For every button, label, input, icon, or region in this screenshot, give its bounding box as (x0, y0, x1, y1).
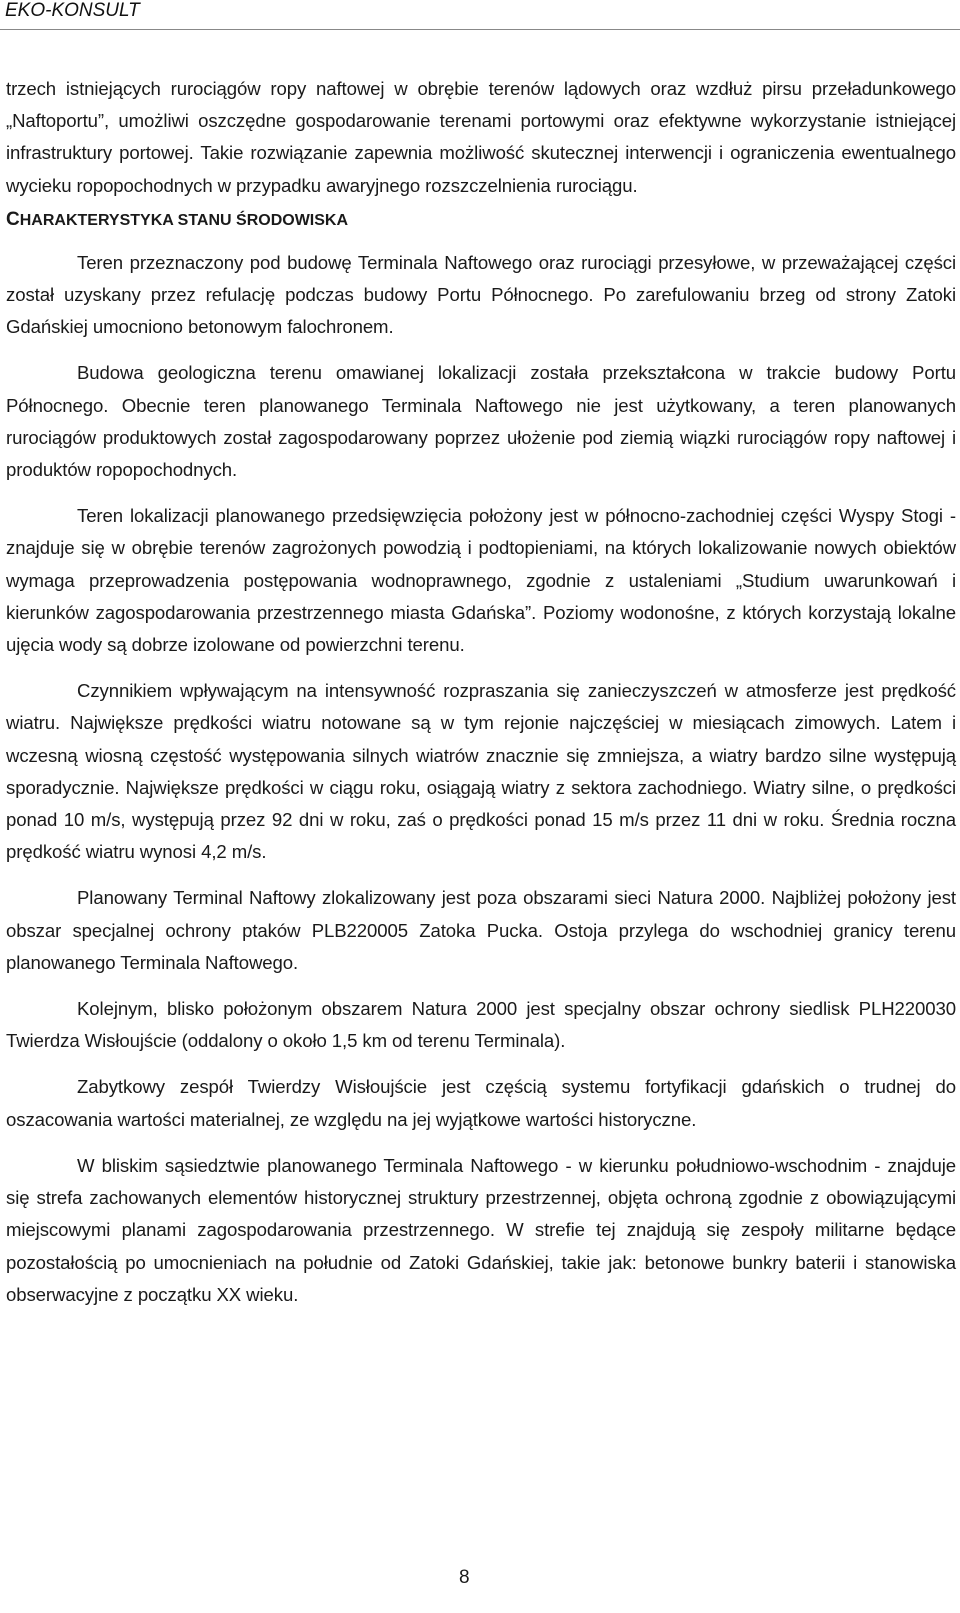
paragraph-wind: Czynnikiem wpływającym na intensywność rozpraszania się zanieczyszczeń w atmosferze jest prędkość wiatru. Największe prędkości wiatru notowane są w tym rejonie najczęściej w miesiącach zimowych. Latem i wczesną wiosną częstość występowania silnych wiatrów znacznie się zmniejsza, a wiatry bardzo silne występują sporadycznie. Największe prędkości w ciągu roku, osiągają wiatry z sektora zachodniego. Wiatry silne, o prędkości ponad 10 m/s, występują przez 92 dni w roku, zaś o prędkości ponad 15 m/s przez 11 dni w roku. Średnia roczna prędkość wiatru wynosi 4,2 m/s. (6, 680, 956, 863)
paragraph-historic-zone: W bliskim sąsiedztwie planowanego Terminala Naftowego - w kierunku południowo-wschodnim - znajduje się strefa zachowanych elementów historycznej struktury przestrzennej, objęta ochroną zgodnie z obowiązującymi miejscowymi planami zagospodarowania przestrzennego. W strefie tej znajdują się zespoły militarne będące pozostałością po umocnieniach na południe od Zatoki Gdańskiej, takie jak: betonowe bunkry baterii i stanowiska obserwacyjne z początku XX wieku. (6, 1154, 956, 1305)
paragraph-geology: Budowa geologiczna terenu omawianej lokalizacji została przekształcona w trakcie budowy Portu Północnego. Obecnie teren planowanego Terminala Naftowego nie jest użytkowany, a teren planowanych rurociągów produktowych został zagospodarowany poprzez ułożenie pod ziemią wiązki rurociągów ropy naftowej i produktów ropopochodnych. (6, 362, 956, 481)
heading-text: HARAKTERYSTYKA STANU ŚRODOWISKA (19, 211, 349, 229)
paragraph-natura-2000: Planowany Terminal Naftowy zlokalizowany jest poza obszarami sieci Natura 2000. Najbliżej położony jest obszar specjalnej ochrony ptaków PLB220005 Zatoka Pucka. Ostoja przylega do wschodniej granicy terenu planowanego Terminala Naftowego. (6, 887, 956, 973)
paragraph-site-origin: Teren przeznaczony pod budowę Terminala Naftowego oraz rurociągi przesyłowe, w przeważającej części został uzyskany przez refulację podczas budowy Portu Północnego. Po zarefulowaniu brzeg od strony Zatoki Gdańskiej umocniono betonowym falochronem. (6, 251, 956, 338)
heading-initial: C (6, 208, 20, 230)
header-title: EKO-KONSULT (5, 0, 140, 21)
page-number: 8 (459, 1567, 470, 1588)
intro-paragraph: trzech istniejących rurociągów ropy naftowej w obrębie terenów lądowych oraz wzdłuż pirsu przeładunkowego „Naftoportu”, umożliwi oszczędne gospodarowanie terenami portowymi oraz efektywne wykorzystanie istniejącej infrastruktury portowej. Takie rozwiązanie zapewnia możliwość skutecznej interwencji i ograniczenia ewentualnego wycieku ropopochodnych w przypadku awaryjnego rozszczelnienia rurociągu. (6, 78, 956, 196)
paragraph-habitat-site: Kolejnym, blisko położonym obszarem Natura 2000 jest specjalny obszar ochrony siedlisk PLH220030 Twierdza Wisłoujście (oddalony o około 1,5 km od terenu Terminala). (6, 998, 956, 1052)
header-divider (0, 29, 960, 30)
section-heading (6, 204, 956, 237)
paragraph-fortress: Zabytkowy zespół Twierdzy Wisłoujście jest częścią systemu fortyfikacji gdańskich o trudnej do oszacowania wartości materialnej, ze względu na jej wyjątkowe wartości historyczne. (6, 1076, 956, 1130)
paragraph-location: Teren lokalizacji planowanego przedsięwzięcia położony jest w północno-zachodniej części Wyspy Stogi - znajduje się w obrębie terenów zagrożonych powodzią i podtopieniami, na których lokalizowanie nowych obiektów wymaga przeprowadzenia postępowania wodnoprawnego, zgodnie z ustaleniami „Studium uwarunkowań i kierunków zagospodarowania przestrzennego miasta Gdańska”. Poziomy wodonośne, z których korzystają lokalne ujęcia wody są dobrze izolowane od powierzchni terenu. (6, 505, 956, 656)
page-header (0, 0, 960, 36)
document-body (6, 73, 956, 1311)
